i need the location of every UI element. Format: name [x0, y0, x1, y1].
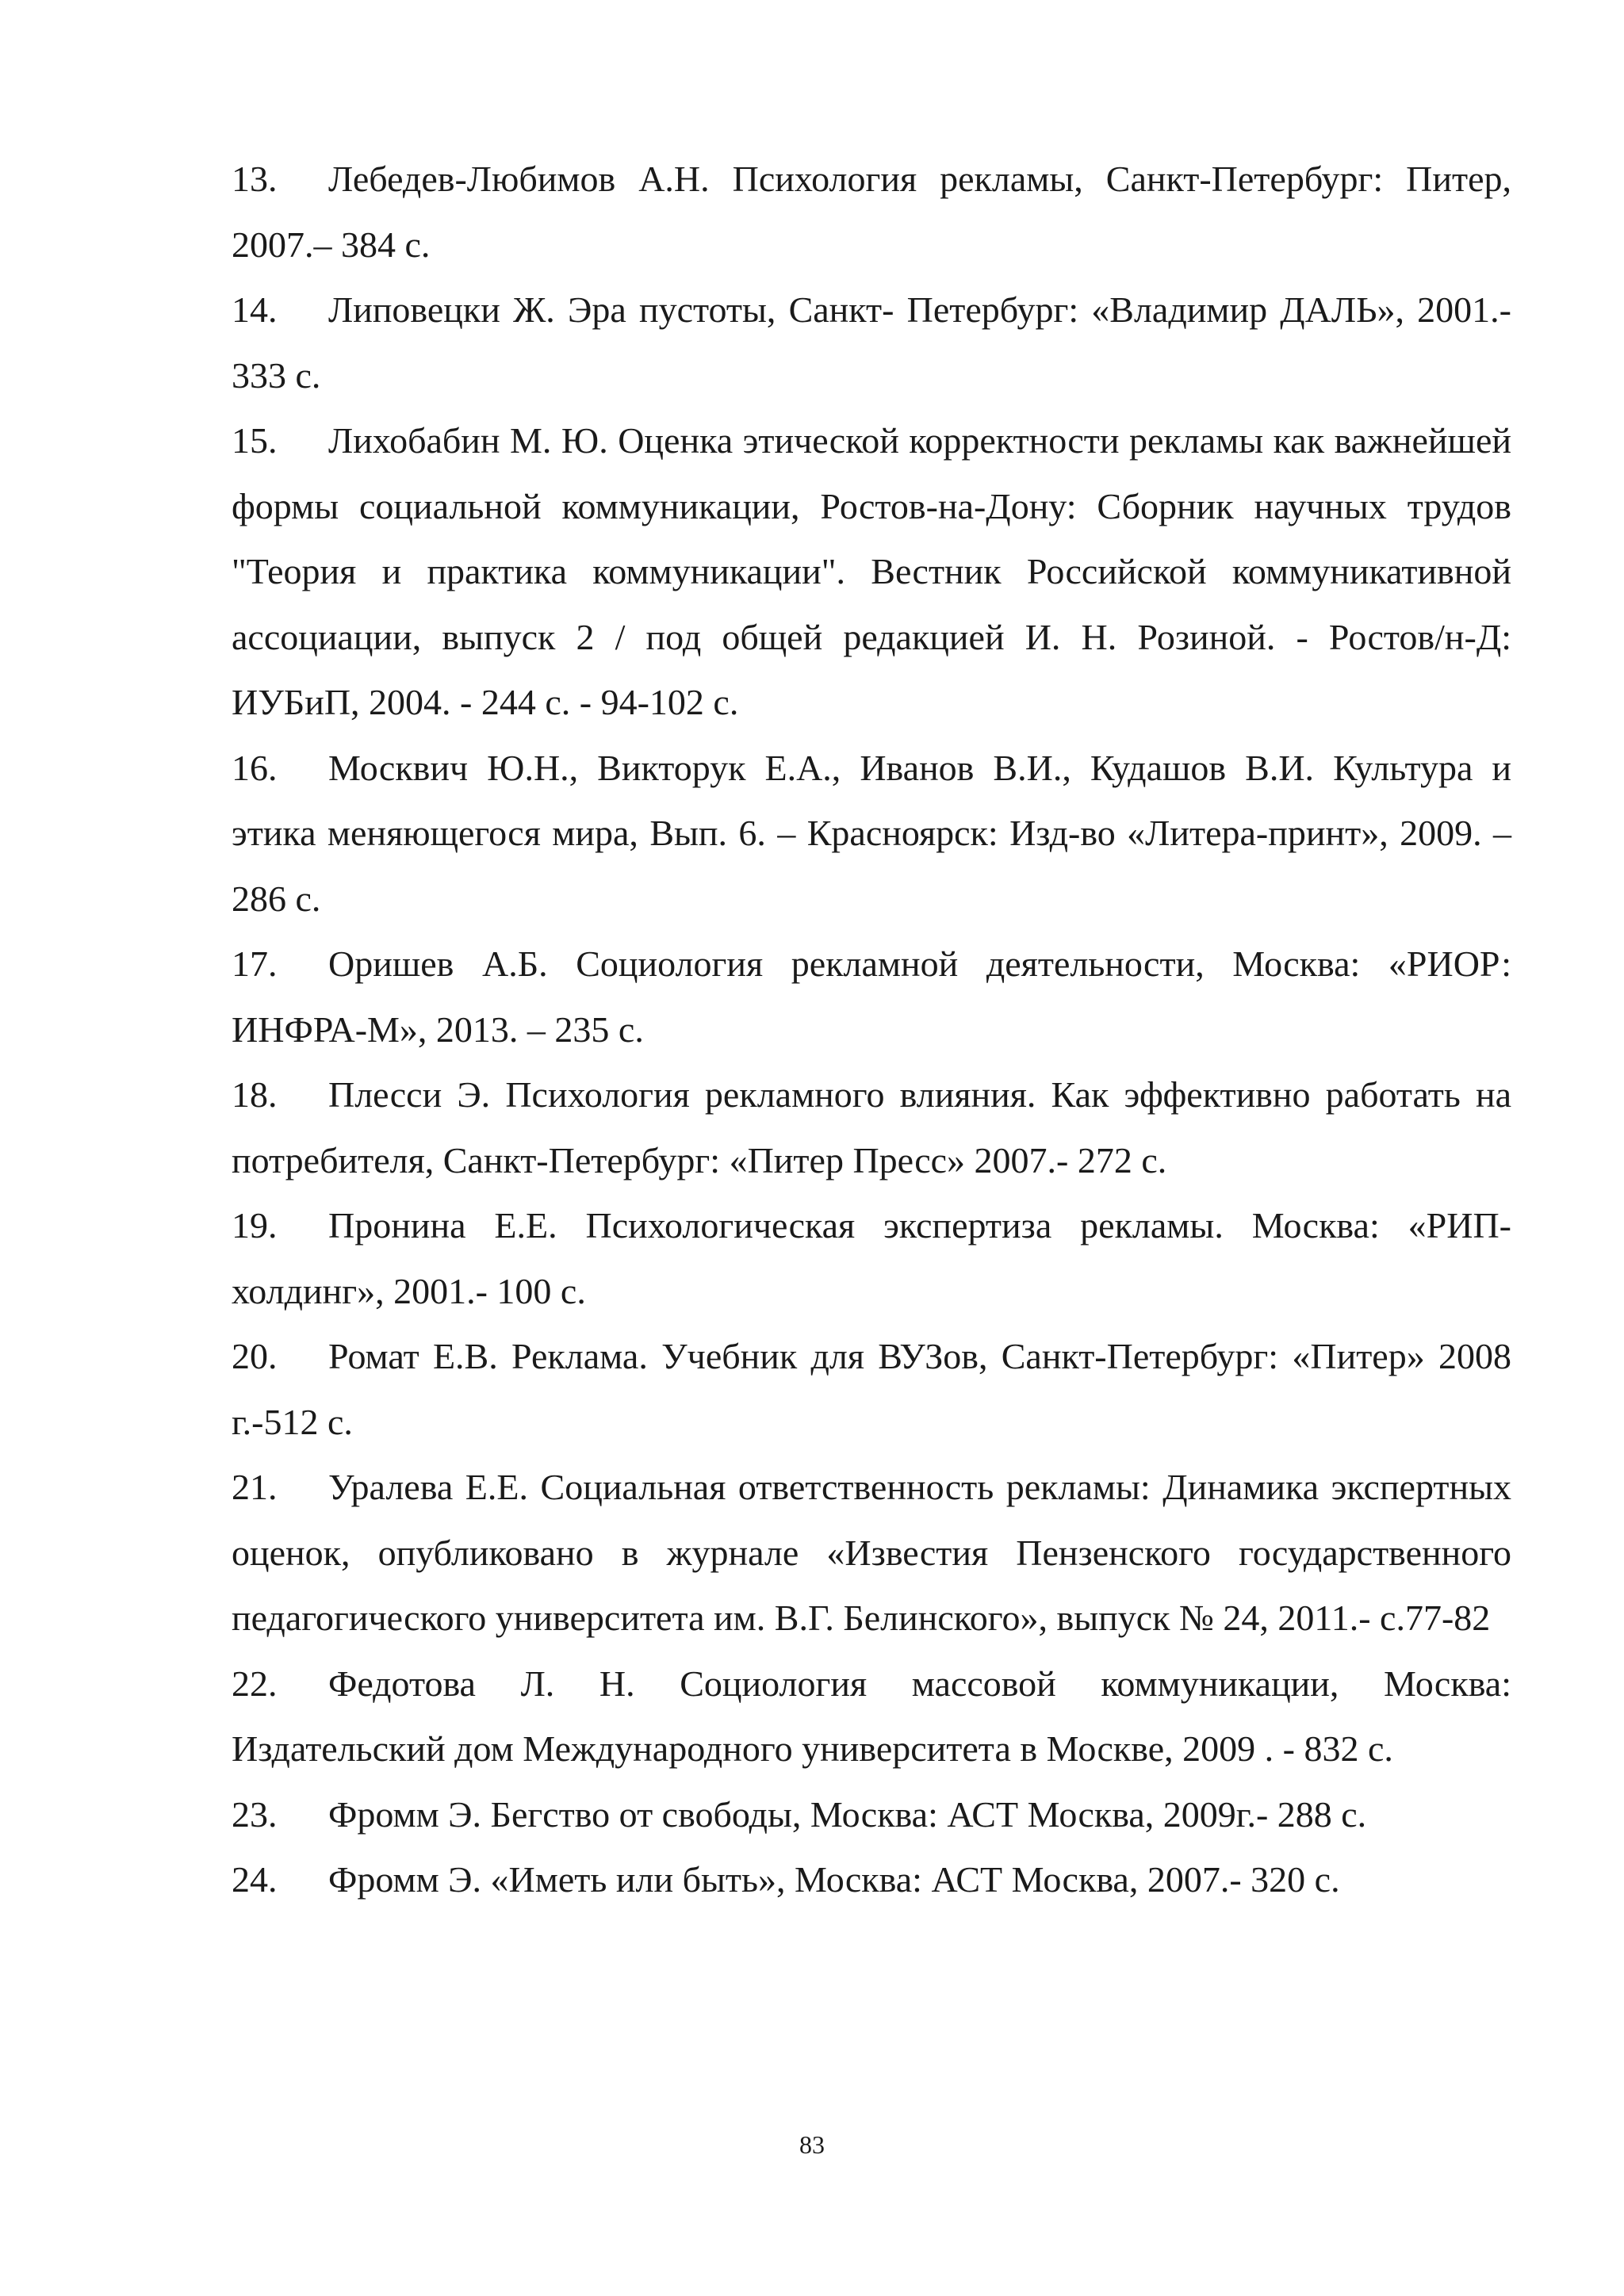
reference-item [232, 1782, 1511, 1848]
reference-number: 24. [232, 1859, 278, 1900]
reference-item [232, 1062, 1511, 1193]
reference-item [232, 408, 1511, 736]
reference-text: Москвич Ю.Н., Викторук Е.А., Иванов В.И., Кудашов В.И. Культура и этика меняющегося мира, Вып. 6. – Красноярск: Изд-во «Литера-принт», 2009. – 286 с. [232, 747, 1511, 919]
reference-number: 17. [232, 943, 278, 984]
reference-number: 23. [232, 1793, 278, 1835]
reference-text: Федотова Л. Н. Социология массовой коммуникации, Москва: Издательский дом Международного университета в Москве, 2009 . - 832 с. [232, 1663, 1511, 1769]
reference-item [232, 147, 1511, 277]
reference-number: 22. [232, 1663, 278, 1704]
reference-item [232, 277, 1511, 408]
reference-number: 21. [232, 1467, 278, 1507]
reference-text: Лихобабин М. Ю. Оценка этической корректности рекламы как важнейшей формы социальной коммуникации, Ростов-на-Дону: Сборник научных трудов "Теория и практика коммуникации". Вестник Российской коммуникативной ассоциации, выпуск 2 / под общей редакцией И. Н. Розиной. - Ростов/н-Д: ИУБиП, 2004. - 244 с. - 94-102 с. [232, 420, 1511, 722]
reference-text: Лебедев-Любимов А.Н. Психология рекламы, Санкт-Петербург: Питер, 2007.– 384 с. [232, 159, 1511, 265]
reference-text: Фромм Э. «Иметь или быть», Москва: АСТ Москва, 2007.- 320 с. [328, 1859, 1340, 1900]
reference-item [232, 932, 1511, 1062]
reference-item [232, 1651, 1511, 1782]
reference-number: 20. [232, 1336, 278, 1376]
reference-item [232, 1847, 1511, 1913]
reference-text: Фромм Э. Бегство от свободы, Москва: АСТ Москва, 2009г.- 288 с. [328, 1793, 1367, 1835]
reference-text: Уралева Е.Е. Социальная ответственность рекламы: Динамика экспертных оценок, опубликовано в журнале «Известия Пензенского государственного педагогического университета им. В.Г. Белинского», выпуск № 24, 2011.- с.77-82 [232, 1467, 1511, 1638]
reference-item [232, 1324, 1511, 1455]
reference-text: Пронина Е.Е. Психологическая экспертиза рекламы. Москва: «РИП-холдинг», 2001.- 100 с. [232, 1205, 1511, 1311]
reference-text: Ромат Е.В. Реклама. Учебник для ВУЗов, Санкт-Петербург: «Питер» 2008 г.-512 с. [232, 1336, 1511, 1442]
reference-item [232, 1455, 1511, 1651]
reference-item [232, 1193, 1511, 1324]
reference-text: Плесси Э. Психология рекламного влияния. Как эффективно работать на потребителя, Санкт-Петербург: «Питер Пресс» 2007.- 272 с. [232, 1074, 1511, 1181]
reference-number: 14. [232, 289, 278, 330]
reference-number: 13. [232, 159, 278, 199]
reference-text: Оришев А.Б. Социология рекламной деятельности, Москва: «РИОР: ИНФРА-М», 2013. – 235 с. [232, 943, 1511, 1050]
reference-number: 18. [232, 1074, 278, 1115]
reference-text: Липовецки Ж. Эра пустоты, Санкт- Петербург: «Владимир ДАЛЬ», 2001.- 333 с. [232, 289, 1511, 396]
reference-number: 15. [232, 420, 278, 461]
reference-item [232, 736, 1511, 932]
reference-list [232, 147, 1511, 1913]
page-number: 83 [799, 2130, 825, 2159]
reference-number: 16. [232, 747, 278, 788]
reference-number: 19. [232, 1205, 278, 1246]
